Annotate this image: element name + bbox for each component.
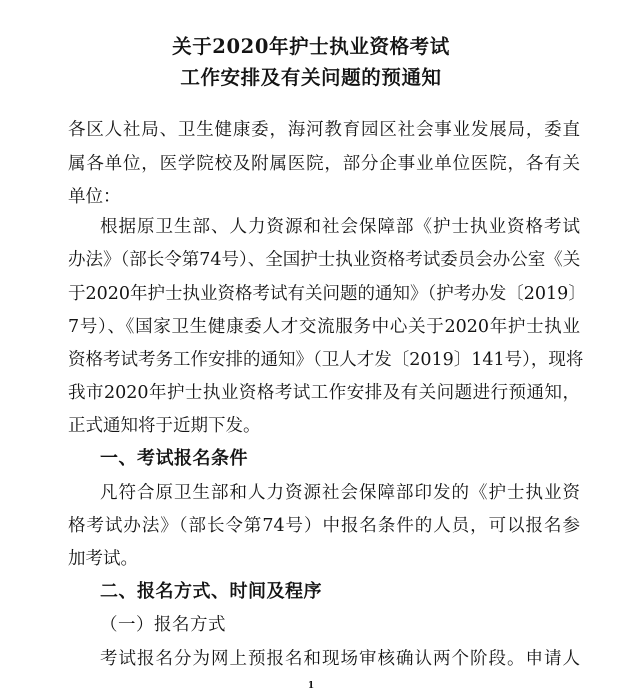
intro-paragraph-line-4: 7号）、《国家卫生健康委人才交流服务中心关于2020年护士执业 [68,317,580,337]
addressee-line-3: 单位： [68,187,121,207]
intro-paragraph-line-6: 我市2020年护士执业资格考试工作安排及有关问题进行预通知， [68,383,580,403]
page-number: 1 [307,681,315,691]
intro-paragraph-line-1: 根据原卫生部、人力资源和社会保障部《护士执业资格考试 [100,217,580,237]
section-2-heading: 二、报名方式、时间及程序 [100,581,322,602]
intro-paragraph-line-7: 正式通知将于近期下发。 [68,416,261,436]
intro-paragraph-line-3: 于2020年护士执业资格考试有关问题的通知》（护考办发〔2019〕 [68,284,586,304]
document-title-line-1: 关于2020年护士执业资格考试 [172,35,450,58]
section-1-paragraph-line-1: 凡符合原卫生部和人力资源社会保障部印发的《护士执业资 [100,483,580,503]
document-title-line-2: 工作安排及有关问题的预通知 [180,66,442,89]
section-2-subsection-1-paragraph-line-1: 考试报名分为网上预报名和现场审核确认两个阶段。申请人 [100,649,580,669]
section-1-paragraph-line-3: 加考试。 [68,549,138,569]
addressee-line-2: 属各单位，医学院校及附属医院，部分企事业单位医院，各有关 [68,154,580,174]
section-1-paragraph-line-2: 格考试办法》（部长令第74号）中报名条件的人员，可以报名参 [68,516,580,536]
section-1-heading: 一、考试报名条件 [100,448,248,469]
intro-paragraph-line-2: 办法》（部长令第74号）、全国护士执业资格考试委员会办公室《关 [68,250,581,270]
addressee-line-1: 各区人社局、卫生健康委，海河教育园区社会事业发展局，委直 [68,120,580,140]
intro-paragraph-line-5: 资格考试考务工作安排的通知》（卫人才发〔2019〕141号），现将 [68,350,584,370]
section-2-subsection-1-heading: （一）报名方式 [100,615,226,635]
